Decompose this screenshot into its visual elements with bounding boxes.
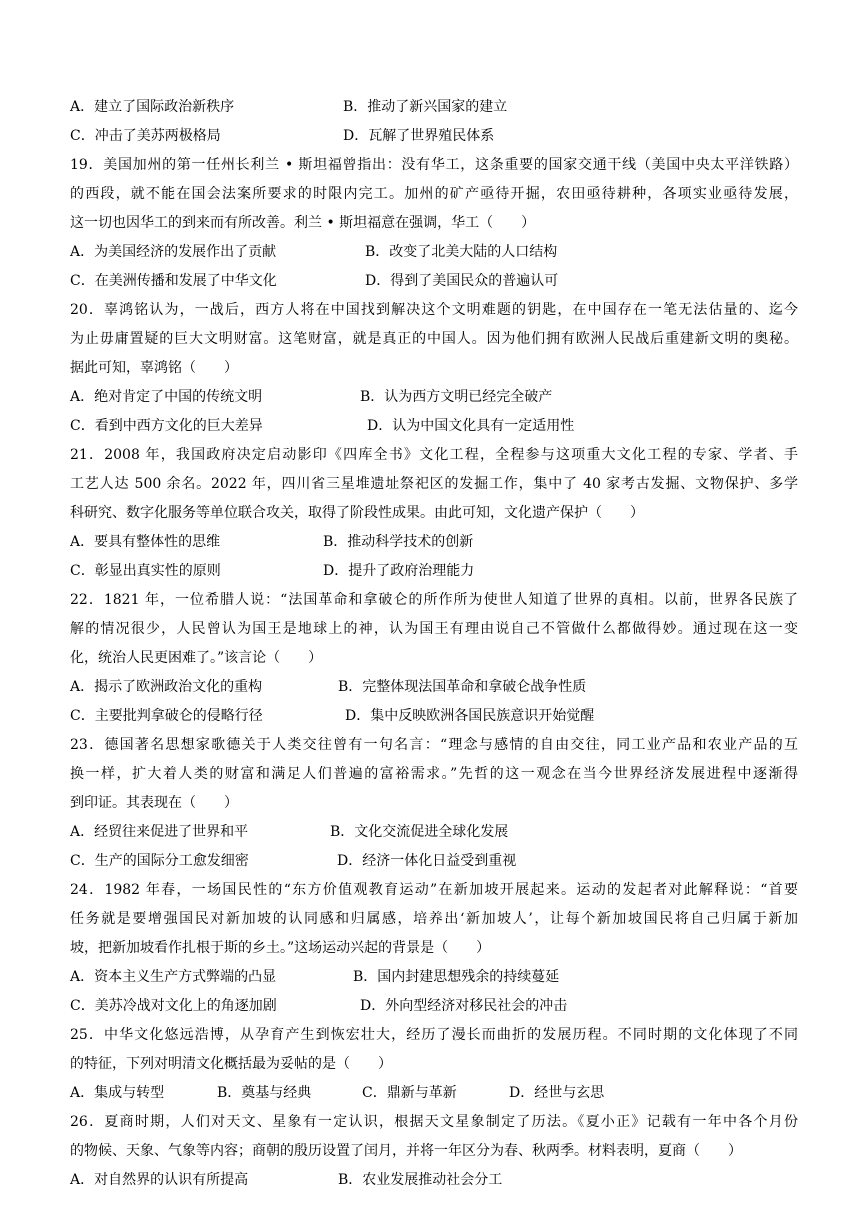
question-19 [70, 151, 798, 296]
option-d: D．外向型经济对移民社会的冲击 [360, 998, 568, 1014]
option-a: A．要具有整体性的思维 [70, 534, 221, 550]
question-stem-line: 24．1982 年春，一场国民性的“东方价值观教育运动”在新加坡开展起来。运动的发起者对此解释说：“首要 [70, 882, 798, 898]
option-c: C．主要批判拿破仑的侵略行径 [70, 708, 263, 724]
question-stem-line: 解的情况很少，人民曾认为国王是地球上的神，认为国王有理由说自己不管做什么都做得妙。通过现在这一变 [70, 621, 798, 637]
question-stem-line: 坡，把新加坡看作扎根于斯的乡土。”这场运动兴起的背景是（ ） [70, 940, 491, 956]
option-c: C．彰显出真实性的原则 [70, 563, 221, 579]
option-a: A．揭示了欧洲政治文化的重构 [70, 679, 263, 695]
option-c: C．在美洲传播和发展了中华文化 [70, 273, 277, 289]
option-c: C．美苏冷战对文化上的角逐加剧 [70, 998, 277, 1014]
option-d: D．瓦解了世界殖民体系 [343, 128, 495, 144]
question-22 [70, 586, 798, 731]
option-d: D．得到了美国民众的普遍认可 [365, 273, 559, 289]
question-stem-line: 到印证。其表现在（ ） [70, 795, 238, 811]
option-a: A．集成与转型 [70, 1085, 165, 1101]
option-d: D．提升了政府治理能力 [323, 563, 475, 579]
option-a: A．资本主义生产方式弊端的凸显 [70, 969, 277, 985]
option-d: D．经济一体化日益受到重视 [337, 853, 517, 869]
question-stem-line: 的特征，下列对明清文化概括最为妥帖的是（ ） [70, 1056, 392, 1072]
question-stem-line: 这一切也因华工的到来而有所改善。利兰 • 斯坦福意在强调，华工（ ） [70, 215, 536, 231]
question-stem-line: 为止毋庸置疑的巨大文明财富。这笔财富，就是真正的中国人。因为他们拥有欧洲人民战后重建新文明的奥秘。 [70, 331, 798, 347]
option-c: C．冲击了美苏两极格局 [70, 128, 221, 144]
option-a: A．建立了国际政治新秩序 [70, 99, 235, 115]
option-c: C．鼎新与革新 [362, 1085, 457, 1101]
option-b: B．文化交流促进全球化发展 [330, 824, 509, 840]
option-b: B．认为西方文明已经完全破产 [360, 389, 553, 405]
question-stem-line: 19．美国加州的第一任州长利兰 • 斯坦福曾指出：没有华工，这条重要的国家交通干线（美国中央太平洋铁路） [70, 157, 798, 173]
question-stem-line: 23．德国著名思想家歌德关于人类交往曾有一句名言：“理念与感情的自由交往，同工业产品和农业产品的互 [70, 737, 798, 753]
option-c: C．生产的国际分工愈发细密 [70, 853, 249, 869]
question-26 [70, 1108, 798, 1195]
option-d: D．认为中国文化具有一定适用性 [367, 418, 575, 434]
option-a: A．对自然界的认识有所提高 [70, 1172, 249, 1188]
question-stem-line: 的物候、天象、气象等内容；商朝的殷历设置了闰月，并将一年区分为春、秋两季。材料表明，夏商（ ） [70, 1143, 742, 1159]
option-b: B．推动了新兴国家的建立 [343, 99, 508, 115]
question-21 [70, 441, 798, 586]
question-20 [70, 296, 798, 441]
question-stem-line: 20．辜鸿铭认为，一战后，西方人将在中国找到解决这个文明难题的钥匙，在中国存在一笔无法估量的、迄今 [70, 302, 798, 318]
question-stem-line: 科研究、数字化服务等单位联合攻关，取得了阶段性成果。由此可知，文化遗产保护（ ） [70, 505, 644, 521]
question-stem-line: 据此可知，辜鸿铭（ ） [70, 360, 238, 376]
question-stem-line: 22．1821 年，一位希腊人说：“法国革命和拿破仑的所作所为使世人知道了世界的真相。以前，世界各民族了 [70, 592, 798, 608]
question-18-options [70, 93, 798, 151]
question-stem-line: 化，统治人民更困难了。”该言论（ ） [70, 650, 323, 666]
option-b: B．国内封建思想残余的持续蔓延 [353, 969, 560, 985]
question-24 [70, 876, 798, 1021]
question-stem-line: 换一样，扩大着人类的财富和满足人们普遍的富裕需求。”先哲的这一观念在当今世界经济发展进程中逐渐得 [70, 766, 798, 782]
option-d: D．经世与玄思 [509, 1085, 605, 1101]
question-23 [70, 731, 798, 876]
option-d: D．集中反映欧洲各国民族意识开始觉醒 [345, 708, 595, 724]
question-stem-line: 任务就是要增强国民对新加坡的认同感和归属感，培养出‘新加坡人’，让每个新加坡国民将自己归属于新加 [70, 911, 798, 927]
question-stem-line: 21．2008 年，我国政府决定启动影印《四库全书》文化工程，全程参与这项重大文化工程的专家、学者、手 [70, 447, 798, 463]
question-stem-line: 25．中华文化悠远浩博，从孕育产生到恢宏壮大，经历了漫长而曲折的发展历程。不同时期的文化体现了不同 [70, 1027, 798, 1043]
question-stem-line: 26．夏商时期，人们对天文、星象有一定认识，根据天文星象制定了历法。《夏小正》记载有一年中各个月份 [70, 1114, 798, 1130]
option-a: A．绝对肯定了中国的传统文明 [70, 389, 263, 405]
option-b: B．农业发展推动社会分工 [338, 1172, 503, 1188]
option-a: A．为美国经济的发展作出了贡献 [70, 244, 277, 260]
question-25 [70, 1021, 798, 1108]
question-stem-line: 的西段，就不能在国会法案所要求的时限内完工。加州的矿产亟待开掘，农田亟待耕种，各项实业亟待发展， [70, 186, 798, 202]
option-c: C．看到中西方文化的巨大差异 [70, 418, 263, 434]
option-b: B．改变了北美大陆的人口结构 [365, 244, 558, 260]
question-stem-line: 工艺人达 500 余名。2022 年，四川省三星堆遗址祭祀区的发掘工作，集中了 40 家考古发掘、文物保护、多学 [70, 476, 798, 492]
option-b: B．完整体现法国革命和拿破仑战争性质 [338, 679, 587, 695]
option-b: B．推动科学技术的创新 [323, 534, 474, 550]
option-a: A．经贸往来促进了世界和平 [70, 824, 249, 840]
option-b: B．奠基与经典 [217, 1085, 312, 1101]
